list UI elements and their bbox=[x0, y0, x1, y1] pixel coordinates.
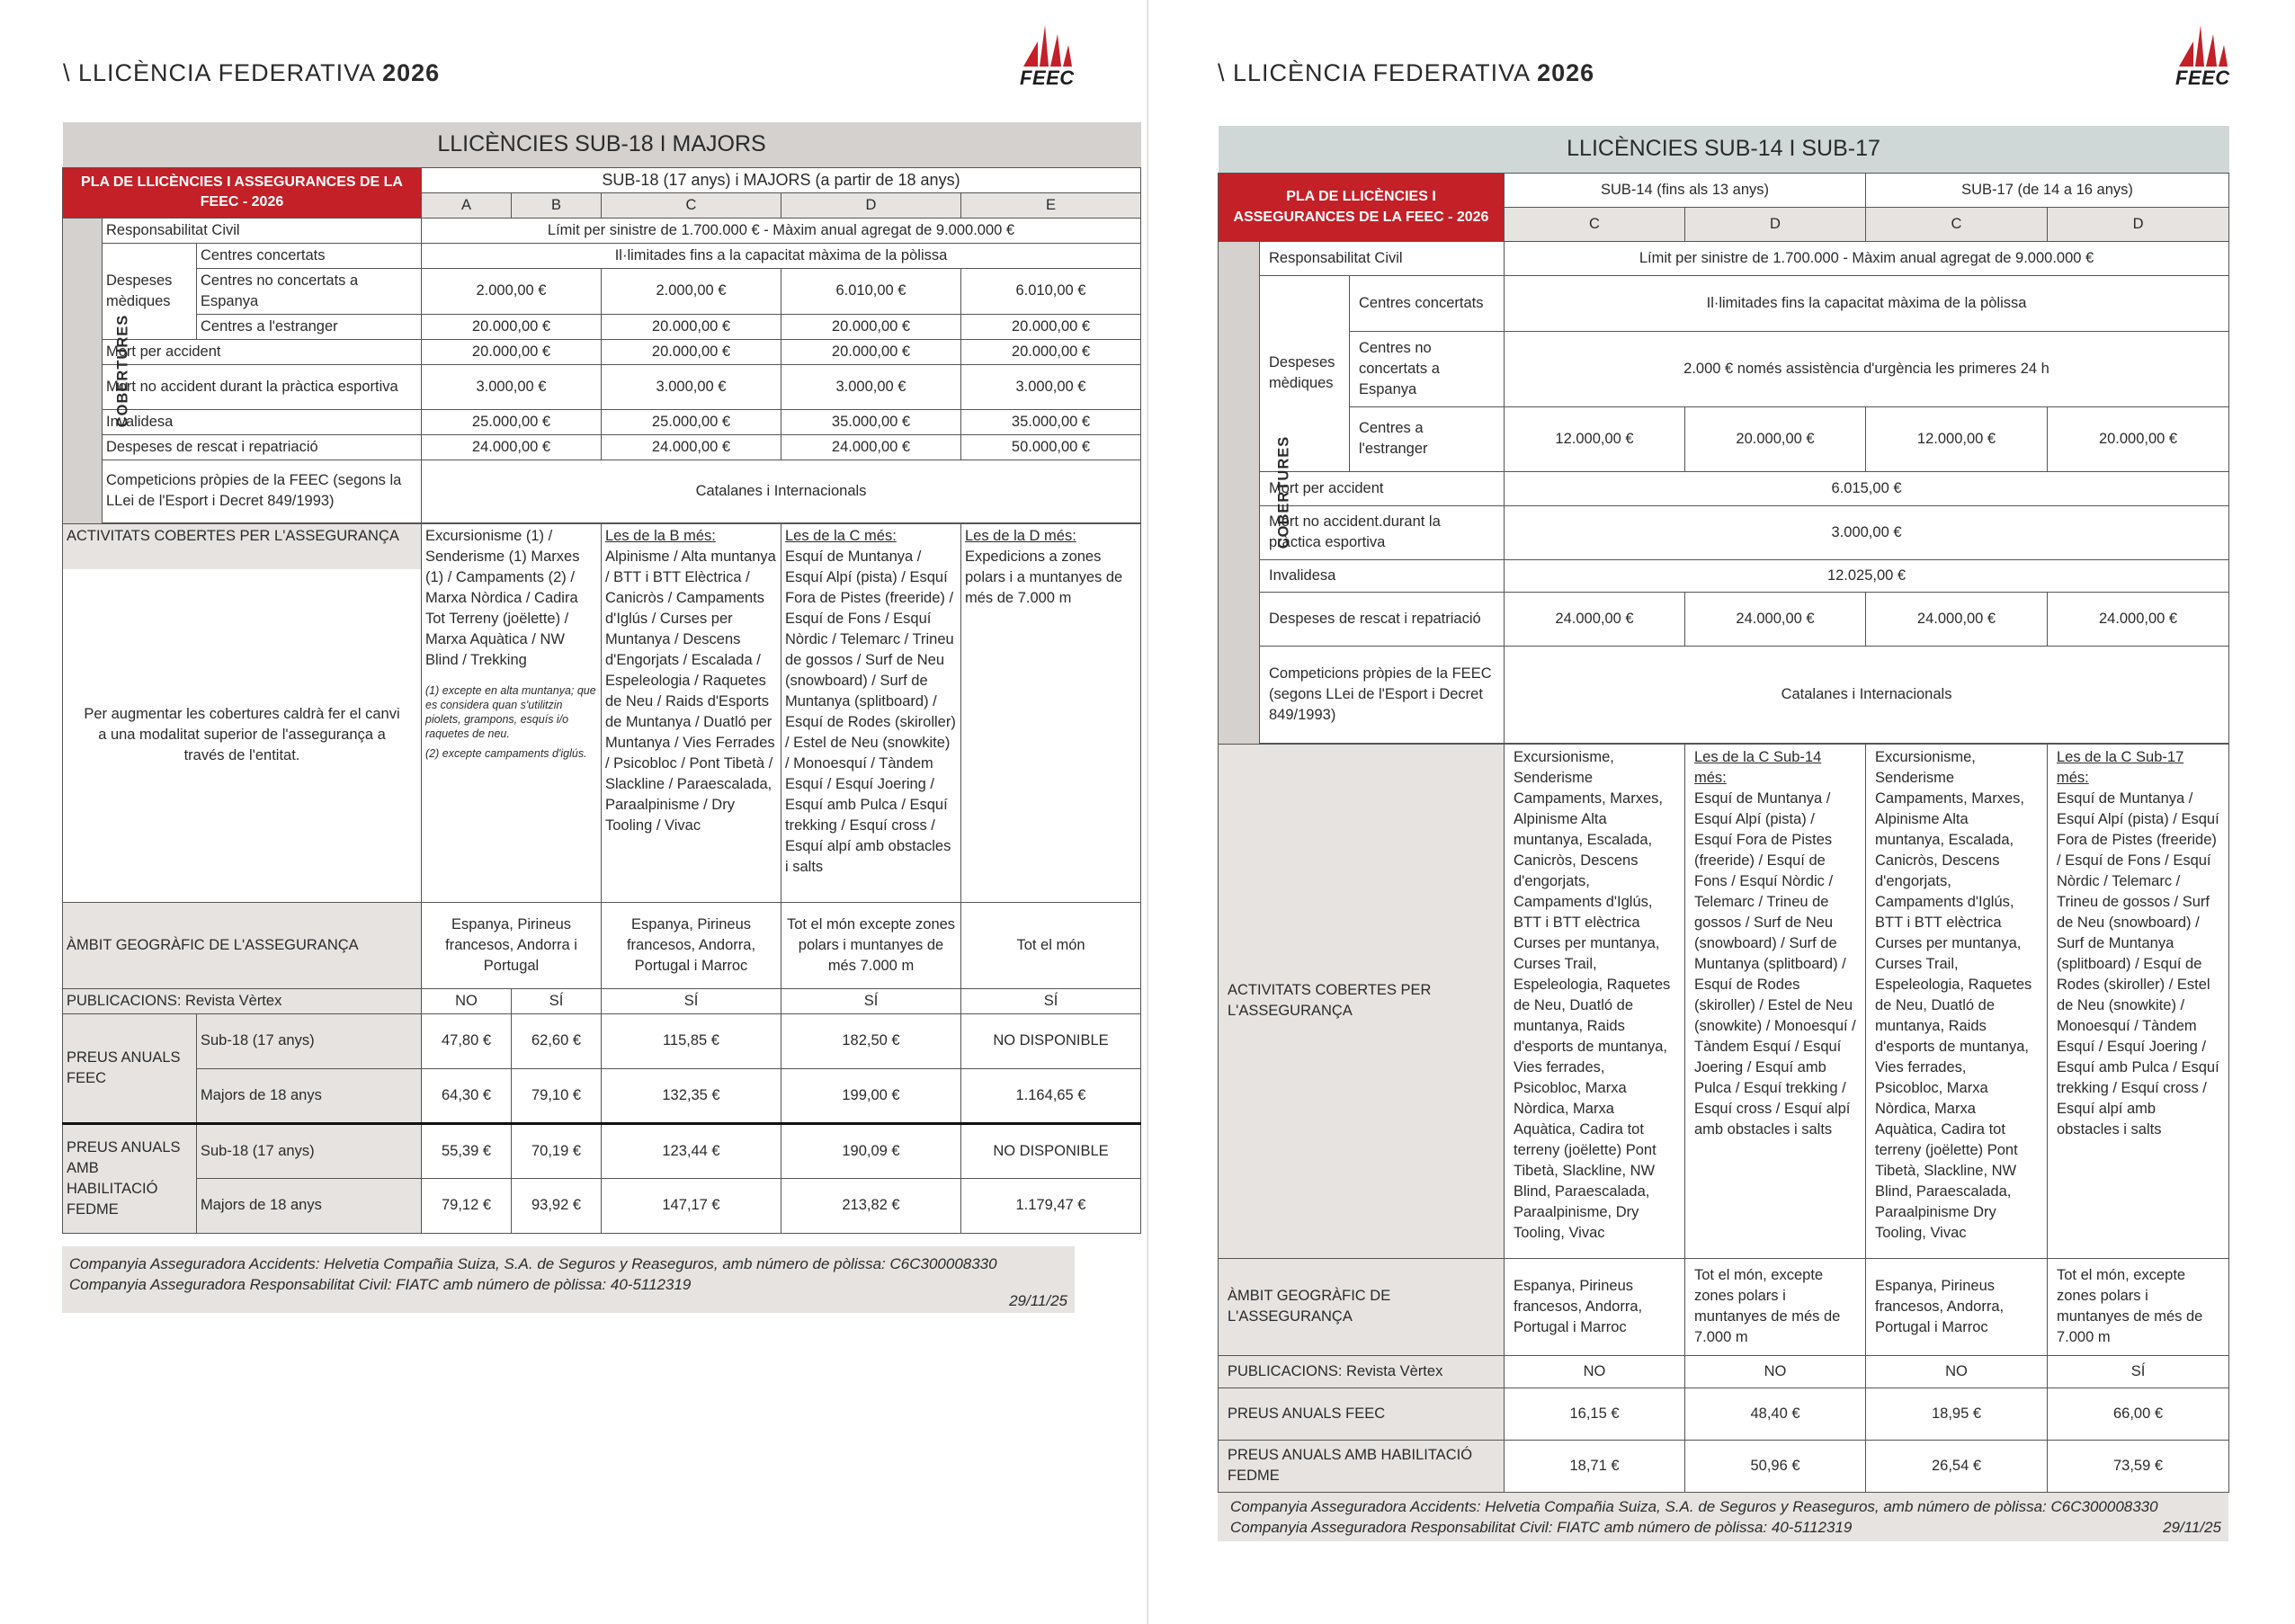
ambit-label: ÀMBIT GEOGRÀFIC DE L'ASSEGURANÇA bbox=[63, 902, 422, 988]
footer-date: 29/11/25 bbox=[1009, 1291, 1067, 1309]
logo-text: FEEC bbox=[2175, 67, 2230, 89]
price-cell: 199,00 € bbox=[781, 1068, 961, 1123]
price-cell: 73,59 € bbox=[2048, 1440, 2229, 1492]
col-header: E bbox=[961, 192, 1141, 218]
price-cell: 70,19 € bbox=[512, 1123, 602, 1178]
cell-value: 12.000,00 € bbox=[1866, 406, 2048, 471]
price-cell: 26,54 € bbox=[1866, 1440, 2048, 1492]
activity-head: Les de la C més: bbox=[785, 527, 897, 544]
cell-value: Tot el món excepte zones polars i muntanyes de més 7.000 m bbox=[781, 902, 961, 988]
footer-line: Companyia Asseguradora Responsabilitat Civil: FIATC amb número de pòlissa: 40-5112319 bbox=[69, 1275, 692, 1293]
right-page bbox=[1147, 0, 2295, 1624]
row-label: Responsabilitat Civil bbox=[1260, 241, 1505, 275]
header-year: 2026 bbox=[1537, 59, 1595, 86]
cell-value: 3.000,00 € bbox=[1505, 505, 2229, 559]
cell-value: Il·limitades fins a la capacitat màxima de la pòlissa bbox=[422, 243, 1141, 268]
col-header: C bbox=[602, 192, 781, 218]
plan-label: PLA DE LLICÈNCIES I ASSEGURANCES DE LA FEEC - 2026 bbox=[63, 167, 422, 218]
cell-value: 6.015,00 € bbox=[1505, 471, 2229, 505]
page-header bbox=[1218, 59, 1594, 87]
row-label: Despeses mèdiques bbox=[1260, 275, 1350, 471]
activity-list: Expedicions a zones polars i a muntanyes de més de 7.000 m bbox=[965, 548, 1123, 606]
cell-value: 20.000,00 € bbox=[422, 339, 602, 364]
col-header: B bbox=[512, 192, 602, 218]
activity-list: Excursionisme, Senderisme Campaments, Marxes, Alpinisme Alta muntanya, Escalada, Canicròs, Descens d'engorjats, Campaments d'Iglús, BTT i BTT elèctrica Curses per muntanya, Curses Trail, Espeleologia, Raquetes de Neu, Duatló de muntanya, Raids d'esports de muntanya, Vies ferrades, Psicobloc, Marxa Nòrdica, Marxa Aquàtica, Cadira tot terreny (joëlette) Pont Tibetà, Slackline, NW Blind, Paraescalada, Paraalpinisme Dry Tooling, Vivac bbox=[1866, 744, 2048, 1258]
cell-value: SÍ bbox=[512, 988, 602, 1013]
cell-value: 20.000,00 € bbox=[961, 314, 1141, 339]
cell-value: Catalanes i Internacionals bbox=[1505, 646, 2229, 743]
price-cell: 62,60 € bbox=[512, 1013, 602, 1068]
cell-value: 25.000,00 € bbox=[422, 409, 602, 434]
left-page bbox=[0, 0, 1146, 1624]
activity-list: Alpinisme / Alta muntanya / BTT i BTT Elèctrica / Canicròs / Campaments d'Iglús / Curses per Muntanya / Descens d'Engorjats / Escalada / Espeleologia / Raquetes de Neu / Raids d'Esports de Muntanya / Duatló per Muntanya / Vies Ferrades / Psicobloc / Pont Tibetà / Slackline / Paraescalada, Paraalpinisme / Dry Tooling / Vivac bbox=[605, 548, 776, 834]
activitats-note: Per augmentar les cobertures caldrà fer el canvi a una modalitat superior de l'assegurança a través de l'entitat. bbox=[63, 569, 421, 902]
row-label: Mort per accident bbox=[103, 339, 422, 364]
col-header: D bbox=[781, 192, 961, 218]
row-label: Invalidesa bbox=[103, 409, 422, 434]
mountain-logo-icon bbox=[1018, 22, 1074, 67]
row-label: Mort per accident bbox=[1260, 471, 1505, 505]
cell-value: 20.000,00 € bbox=[961, 339, 1141, 364]
activity-list: Esquí de Muntanya / Esquí Alpí (pista) / Esquí Fora de Pistes (freeride) / Esquí de Fons / Esquí Nòrdic / Telemarc / Trineu de gossos / Surf de Neu (snowboard) / Surf de Muntanya (splitboard) / Esquí de Rodes (skiroller) / Estel de Neu (snowkite) / Monoesquí / Tàndem Esquí / Esquí Joering / Esquí amb Pulca / Esquí trekking / Esquí cross / Esquí alpí amb obstacles i salts bbox=[2057, 790, 2219, 1138]
price-cell: 1.179,47 € bbox=[961, 1178, 1141, 1233]
cell-value: 24.000,00 € bbox=[2048, 592, 2229, 646]
cell-value: Espanya, Pirineus francesos, Andorra, Portugal i Marroc bbox=[1505, 1258, 1685, 1355]
price-cell: 47,80 € bbox=[422, 1013, 512, 1068]
logo-text: FEEC bbox=[1020, 67, 1075, 89]
col-header: C bbox=[1505, 207, 1685, 241]
cell-value: Límit per sinistre de 1.700.000 € - Màxim anual agregat de 9.000.000 € bbox=[422, 218, 1141, 243]
cell-value: 3.000,00 € bbox=[422, 364, 602, 409]
row-label: Centres a l'estranger bbox=[197, 314, 422, 339]
activity-head: Les de la C Sub-14 més: bbox=[1694, 748, 1822, 786]
cell-value: Tot el món bbox=[961, 902, 1141, 988]
cell-value: Catalanes i Internacionals bbox=[422, 460, 1141, 522]
price-cell: 50,96 € bbox=[1685, 1440, 1866, 1492]
feec-logo bbox=[2174, 22, 2230, 89]
cell-value: 12.025,00 € bbox=[1505, 559, 2229, 592]
cell-value: 20.000,00 € bbox=[781, 339, 961, 364]
cell-value: 25.000,00 € bbox=[602, 409, 781, 434]
row-label: Despeses mèdiques bbox=[103, 243, 197, 339]
cell-value: SÍ bbox=[961, 988, 1141, 1013]
price-cell: 1.164,65 € bbox=[961, 1068, 1141, 1123]
price-cell: NO DISPONIBLE bbox=[961, 1123, 1141, 1178]
activity-head: Les de la C Sub-17 més: bbox=[2057, 748, 2184, 786]
price-cell: 66,00 € bbox=[2048, 1388, 2229, 1440]
activity-list: Esquí de Muntanya / Esquí Alpí (pista) / Esquí Fora de Pistes (freeride) / Esquí de Fons / Esquí Nòrdic / Telemarc / Trineu de gossos / Surf de Neu (snowboard) / Surf de Muntanya (splitboard) / Esquí de Rodes (skiroller) / Estel de Neu (snowkite) / Monoesquí / Tàndem Esquí / Esquí Joering / Esquí amb Pulca / Esquí trekking / Esquí cross / Esquí alpí amb obstacles i salts bbox=[785, 548, 956, 875]
price-cell: 64,30 € bbox=[422, 1068, 512, 1123]
price-cell: 190,09 € bbox=[781, 1123, 961, 1178]
activity-list: Excursionisme, Senderisme Campaments, Marxes, Alpinisme Alta muntanya, Escalada, Canicròs, Descens d'engorjats, Campaments d'Iglús, BTT i BTT elèctrica Curses per muntanya, Curses Trail, Espeleologia, Raquetes de Neu, Duatló de muntanya, Raids d'esports de muntanya, Vies ferrades, Psicobloc, Marxa Nòrdica, Marxa Aquàtica, Cadira tot terreny (joëlette) Pont Tibetà, Slackline, NW Blind, Paraescalada, Paraalpinisme, Dry Tooling, Vivac bbox=[1505, 744, 1685, 1258]
cell-value: SÍ bbox=[2048, 1355, 2229, 1388]
cell-value: 24.000,00 € bbox=[422, 434, 602, 460]
cell-value: 6.010,00 € bbox=[781, 268, 961, 314]
price-cell: 16,15 € bbox=[1505, 1388, 1685, 1440]
activity-list: Esquí de Muntanya / Esquí Alpí (pista) / Esquí Fora de Pistes (freeride) / Esquí de Fons / Esquí Nòrdic / Telemarc / Trineu de gossos / Surf de Neu (snowboard) / Surf de Muntanya (splitboard) / Esquí de Rodes (skiroller) / Estel de Neu (snowkite) / Monoesquí / Tàndem Esquí / Esquí Joering / Esquí amb Pulca / Esquí trekking / Esquí cross / Esquí alpí amb obstacles i salts bbox=[1694, 790, 1856, 1138]
cell-value: Espanya, Pirineus francesos, Andorra i Portugal bbox=[422, 902, 602, 988]
footer-line: Companyia Asseguradora Accidents: Helvetia Compañia Suiza, S.A. de Seguros y Reaseguros, amb número de pòlissa: C6C300008330 bbox=[1230, 1497, 2158, 1515]
row-label: Competicions pròpies de la FEEC (segons la LLei de l'Esport i Decret 849/1993) bbox=[103, 460, 422, 522]
cell-value: 24.000,00 € bbox=[1866, 592, 2048, 646]
price-cell: 55,39 € bbox=[422, 1123, 512, 1178]
row-label: Invalidesa bbox=[1260, 559, 1505, 592]
cell-value: 24.000,00 € bbox=[781, 434, 961, 460]
cell-value: 35.000,00 € bbox=[781, 409, 961, 434]
cell-value: 12.000,00 € bbox=[1505, 406, 1685, 471]
price-cell: 18,95 € bbox=[1866, 1388, 2048, 1440]
cell-value: NO bbox=[1685, 1355, 1866, 1388]
price-cell: 182,50 € bbox=[781, 1013, 961, 1068]
price-cell: 18,71 € bbox=[1505, 1440, 1685, 1492]
row-label: Mort no accident.durant la pràctica esportiva bbox=[1260, 505, 1505, 559]
cobertures-label: COBERTURES bbox=[63, 218, 103, 523]
activitats-label: ACTIVITATS COBERTES PER L'ASSEGURANÇA bbox=[1219, 744, 1505, 1258]
price-cell: 93,92 € bbox=[512, 1178, 602, 1233]
activitats-label: ACTIVITATS COBERTES PER L'ASSEGURANÇA bbox=[67, 527, 399, 544]
footer-box bbox=[62, 1246, 1075, 1313]
row-label: Centres a l'estranger bbox=[1350, 406, 1505, 471]
footer-line: Companyia Asseguradora Accidents: Helvetia Compañia Suiza, S.A. de Seguros y Reaseguros, amb número de pòlissa: C6C300008330 bbox=[69, 1254, 997, 1272]
ambit-label: ÀMBIT GEOGRÀFIC DE L'ASSEGURANÇA bbox=[1219, 1258, 1505, 1355]
footer-box bbox=[1218, 1493, 2228, 1541]
cell-value: 35.000,00 € bbox=[961, 409, 1141, 434]
preus-fedme-label: PREUS ANUALS AMB HABILITACIÓ FEDME bbox=[63, 1123, 197, 1233]
row-label: Majors de 18 anys bbox=[197, 1068, 422, 1123]
footnote: (1) excepte en alta muntanya; que es considera quan s'utilitzin piolets, grampons, esquís i/o raquetes de neu. bbox=[425, 683, 596, 740]
col-header: D bbox=[2048, 207, 2229, 241]
sub18-table bbox=[62, 122, 1123, 1313]
cell-value: 50.000,00 € bbox=[961, 434, 1141, 460]
group-header: SUB-14 (fins als 13 anys) bbox=[1505, 173, 1866, 207]
cell-value: 3.000,00 € bbox=[961, 364, 1141, 409]
preus-feec-label: PREUS ANUALS FEEC bbox=[1219, 1388, 1505, 1440]
preus-fedme-label: PREUS ANUALS AMB HABILITACIÓ FEDME bbox=[1219, 1440, 1505, 1492]
cell-value: Límit per sinistre de 1.700.000 - Màxim anual agregat de 9.000.000 € bbox=[1505, 241, 2229, 275]
group-header: SUB-17 (de 14 a 16 anys) bbox=[1866, 173, 2229, 207]
cell-value: Tot el món, excepte zones polars i muntanyes de més de 7.000 m bbox=[1685, 1258, 1866, 1355]
row-label: Mort no accident durant la pràctica esportiva bbox=[103, 364, 422, 409]
price-cell: 115,85 € bbox=[602, 1013, 781, 1068]
cell-value: 24.000,00 € bbox=[602, 434, 781, 460]
mountain-logo-icon bbox=[2174, 22, 2229, 67]
activity-head: Les de la D més: bbox=[965, 527, 1076, 544]
col-header: D bbox=[1685, 207, 1866, 241]
cell-value: Tot el món, excepte zones polars i muntanyes de més de 7.000 m bbox=[2048, 1258, 2229, 1355]
row-label: Competicions pròpies de la FEEC (segons LLei de l'Esport i Decret 849/1993) bbox=[1260, 646, 1505, 743]
row-label: Sub-18 (17 anys) bbox=[197, 1123, 422, 1178]
table-title: LLICÈNCIES SUB-14 I SUB-17 bbox=[1219, 126, 2229, 173]
page-header bbox=[63, 59, 440, 87]
group-header: SUB-18 (17 anys) i MAJORS (a partir de 18 anys) bbox=[422, 167, 1141, 192]
cell-value: SÍ bbox=[602, 988, 781, 1013]
col-header: C bbox=[1866, 207, 2048, 241]
header-year: 2026 bbox=[382, 59, 441, 86]
plan-label: PLA DE LLICÈNCIES I ASSEGURANCES DE LA FEEC - 2026 bbox=[1219, 173, 1505, 241]
cell-value: 24.000,00 € bbox=[1685, 592, 1866, 646]
cell-value: 3.000,00 € bbox=[781, 364, 961, 409]
cell-value: Espanya, Pirineus francesos, Andorra, Portugal i Marroc bbox=[1866, 1258, 2048, 1355]
price-cell: 79,12 € bbox=[422, 1178, 512, 1233]
cell-value: SÍ bbox=[781, 988, 961, 1013]
row-label: Centres concertats bbox=[1350, 275, 1505, 331]
cell-value: 20.000,00 € bbox=[2048, 406, 2229, 471]
cell-value: 2.000,00 € bbox=[422, 268, 602, 314]
cell-value: Il·limitades fins la capacitat màxima de la pòlissa bbox=[1505, 275, 2229, 331]
cell-value: 3.000,00 € bbox=[602, 364, 781, 409]
footer-date: 29/11/25 bbox=[2163, 1518, 2221, 1536]
publicacions-label: PUBLICACIONS: Revista Vèrtex bbox=[63, 988, 422, 1013]
cell-value: 24.000,00 € bbox=[1505, 592, 1685, 646]
price-cell: 123,44 € bbox=[602, 1123, 781, 1178]
row-label: Centres no concertats a Espanya bbox=[197, 268, 422, 314]
row-label: Centres no concertats a Espanya bbox=[1350, 331, 1505, 406]
cobertures-label: COBERTURES bbox=[1219, 241, 1260, 744]
price-cell: 48,40 € bbox=[1685, 1388, 1866, 1440]
row-label: Majors de 18 anys bbox=[197, 1178, 422, 1233]
row-label: Sub-18 (17 anys) bbox=[197, 1013, 422, 1068]
cell-value: NO bbox=[1866, 1355, 2048, 1388]
footnote: (2) excepte campaments d'iglús. bbox=[425, 746, 587, 760]
header-text: \ LLICÈNCIA FEDERATIVA bbox=[1218, 59, 1538, 86]
row-label: Despeses de rescat i repatriació bbox=[103, 434, 422, 460]
cell-value: 20.000,00 € bbox=[1685, 406, 1866, 471]
activity-head: Les de la B més: bbox=[605, 527, 716, 544]
footer-line: Companyia Asseguradora Responsabilitat Civil: FIATC amb número de pòlissa: 40-5112319 bbox=[1230, 1518, 1853, 1536]
cell-value: 20.000,00 € bbox=[602, 339, 781, 364]
col-header: A bbox=[422, 192, 512, 218]
cell-value: 20.000,00 € bbox=[781, 314, 961, 339]
cell-value: 20.000,00 € bbox=[602, 314, 781, 339]
sub14-sub17-table bbox=[1218, 126, 2228, 1541]
publicacions-label: PUBLICACIONS: Revista Vèrtex bbox=[1219, 1355, 1505, 1388]
cell-value: 20.000,00 € bbox=[422, 314, 602, 339]
price-cell: 132,35 € bbox=[602, 1068, 781, 1123]
price-cell: 147,17 € bbox=[602, 1178, 781, 1233]
price-cell: NO DISPONIBLE bbox=[961, 1013, 1141, 1068]
feec-logo bbox=[1018, 22, 1075, 89]
row-label: Despeses de rescat i repatriació bbox=[1260, 592, 1505, 646]
price-cell: 213,82 € bbox=[781, 1178, 961, 1233]
price-cell: 79,10 € bbox=[512, 1068, 602, 1123]
cell-value: 6.010,00 € bbox=[961, 268, 1141, 314]
cell-value: Espanya, Pirineus francesos, Andorra, Portugal i Marroc bbox=[602, 902, 781, 988]
row-label: Centres concertats bbox=[197, 243, 422, 268]
activity-list: Excursionisme (1) / Senderisme (1) Marxes (1) / Campaments (2) / Marxa Nòrdica / Cadira Tot Terreny (joëlette) / Marxa Aquàtica / NW Blind / Trekking bbox=[425, 527, 580, 668]
header-text: \ LLICÈNCIA FEDERATIVA bbox=[63, 59, 383, 86]
cell-value: 2.000,00 € bbox=[602, 268, 781, 314]
table-title: LLICÈNCIES SUB-18 I MAJORS bbox=[63, 122, 1141, 167]
row-label: Responsabilitat Civil bbox=[103, 218, 422, 243]
cell-value: NO bbox=[1505, 1355, 1685, 1388]
preus-feec-label: PREUS ANUALS FEEC bbox=[63, 1013, 197, 1123]
cell-value: NO bbox=[422, 988, 512, 1013]
cell-value: 2.000 € només assistència d'urgència les primeres 24 h bbox=[1505, 331, 2229, 406]
